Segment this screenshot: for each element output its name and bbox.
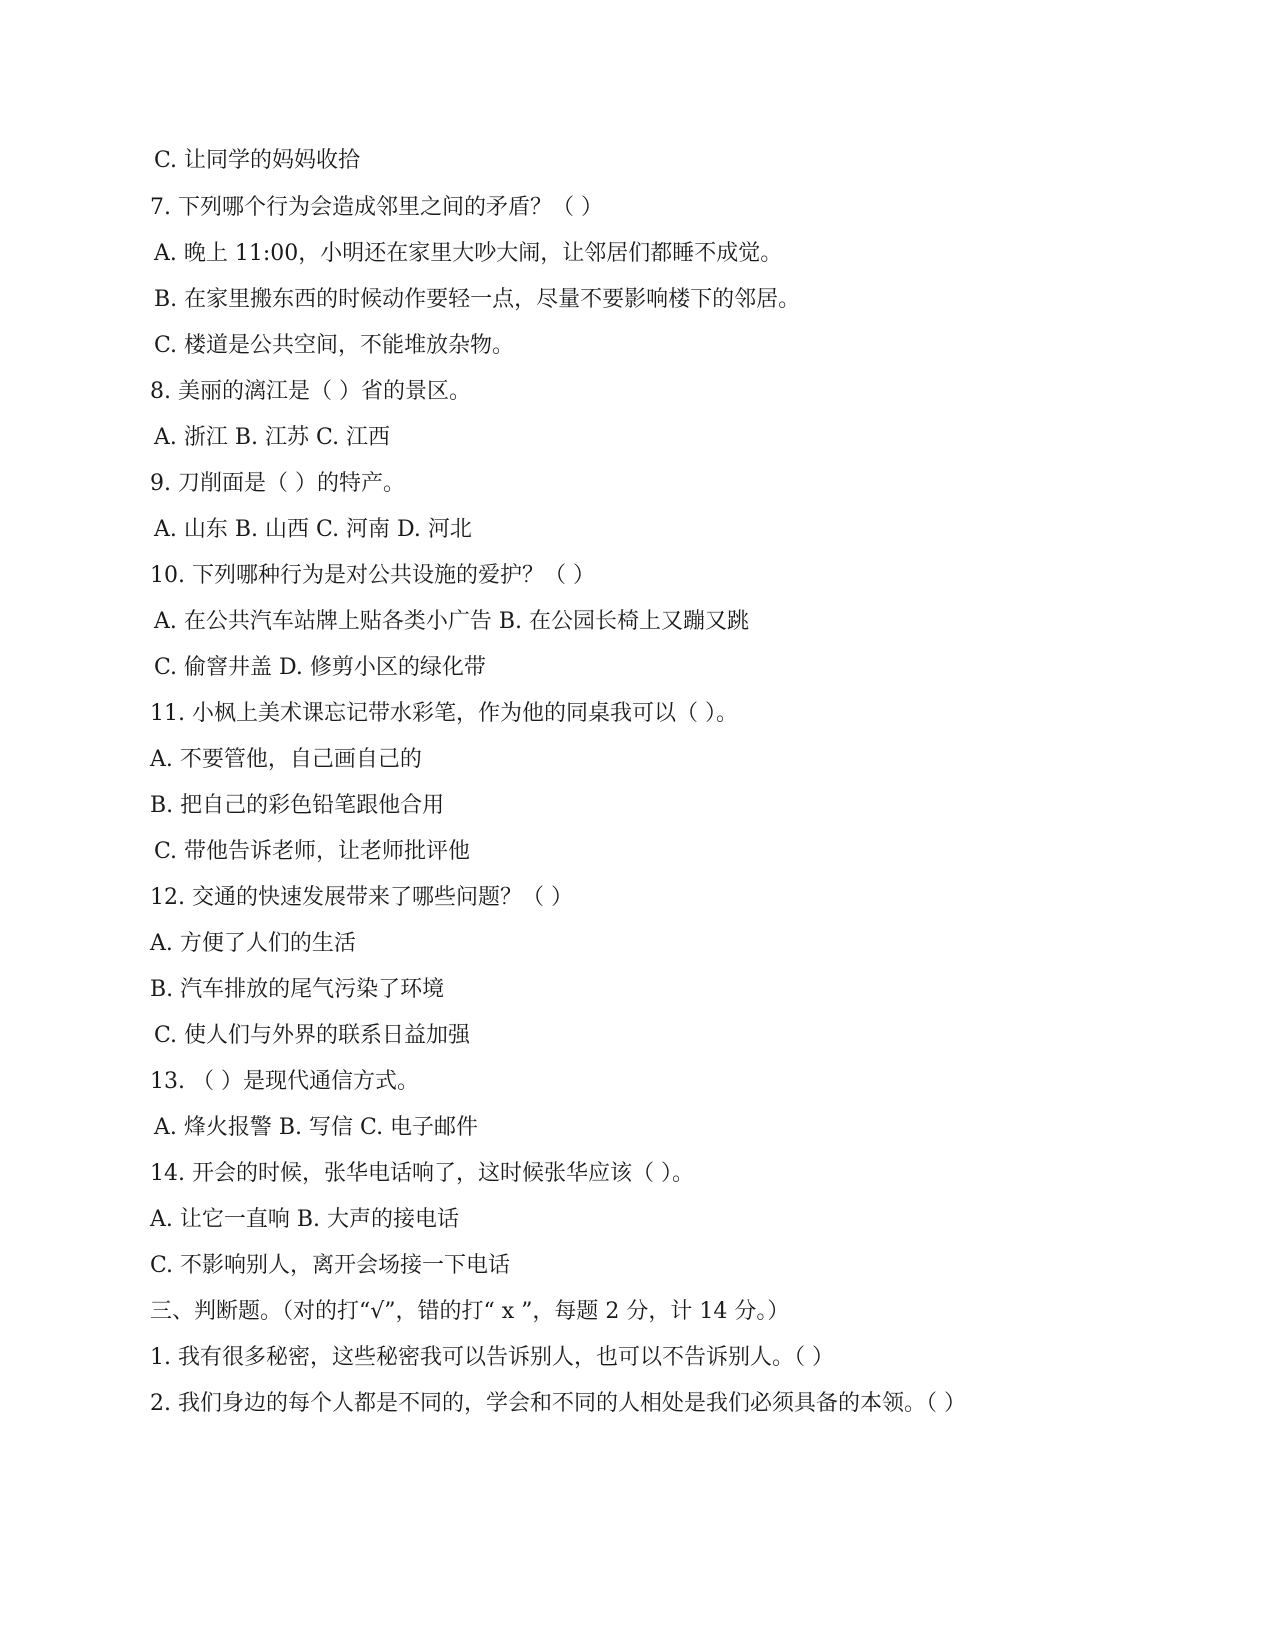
- q13-question: 13. （ ）是现代通信方式。: [150, 1069, 419, 1094]
- judge-q1: 1. 我有很多秘密，这些秘密我可以告诉别人，也可以不告诉别人。（ ）: [150, 1345, 834, 1370]
- q9-question: 9. 刀削面是（ ）的特产。: [150, 471, 405, 496]
- q12-option-a: A. 方便了人们的生活: [150, 931, 356, 956]
- q14-question: 14. 开会的时候，张华电话响了，这时候张华应该（ ）。: [150, 1161, 694, 1186]
- q12-question: 12. 交通的快速发展带来了哪些问题？（ ）: [150, 885, 573, 910]
- q7-option-b: B. 在家里搬东西的时候动作要轻一点，尽量不要影响楼下的邻居。: [154, 287, 801, 312]
- q13-options: A. 烽火报警 B. 写信 C. 电子邮件: [154, 1115, 479, 1140]
- q9-options: A. 山东 B. 山西 C. 河南 D. 河北: [154, 517, 472, 542]
- q7-option-a: A. 晚上 11:00，小明还在家里大吵大闹，让邻居们都睡不成觉。: [154, 241, 783, 266]
- q12-option-b: B. 汽车排放的尾气污染了环境: [150, 977, 445, 1002]
- q14-options-ab: A. 让它一直响 B. 大声的接电话: [150, 1207, 460, 1232]
- judge-q2: 2. 我们身边的每个人都是不同的，学会和不同的人相处是我们必须具备的本领。（ ）: [150, 1391, 966, 1416]
- q8-question: 8. 美丽的漓江是（ ）省的景区。: [150, 379, 471, 404]
- q10-options-ab: A. 在公共汽车站牌上贴各类小广告 B. 在公园长椅上又蹦又跳: [154, 609, 750, 634]
- q10-question: 10. 下列哪种行为是对公共设施的爱护？（ ）: [150, 563, 595, 588]
- q12-option-c: C. 使人们与外界的联系日益加强: [154, 1023, 471, 1048]
- q8-options: A. 浙江 B. 江苏 C. 江西: [154, 425, 391, 450]
- q7-question: 7. 下列哪个行为会造成邻里之间的矛盾？（ ）: [150, 195, 603, 220]
- q11-question: 11. 小枫上美术课忘记带水彩笔，作为他的同桌我可以（ ）。: [150, 701, 738, 726]
- q11-option-c: C. 带他告诉老师，让老师批评他: [154, 839, 471, 864]
- q11-option-b: B. 把自己的彩色铅笔跟他合用: [150, 793, 445, 818]
- q11-option-a: A. 不要管他，自己画自己的: [150, 747, 422, 772]
- q14-option-c: C. 不影响别人，离开会场接一下电话: [150, 1253, 511, 1278]
- section-three-heading: 三、判断题。（对的打“√”，错的打“ x ”，每题 2 分，计 14 分。）: [150, 1299, 790, 1324]
- q6-option-c: C. 让同学的妈妈收拾: [154, 148, 361, 173]
- q10-options-cd: C. 偷窨井盖 D. 修剪小区的绿化带: [154, 655, 486, 680]
- q7-option-c: C. 楼道是公共空间，不能堆放杂物。: [154, 333, 515, 358]
